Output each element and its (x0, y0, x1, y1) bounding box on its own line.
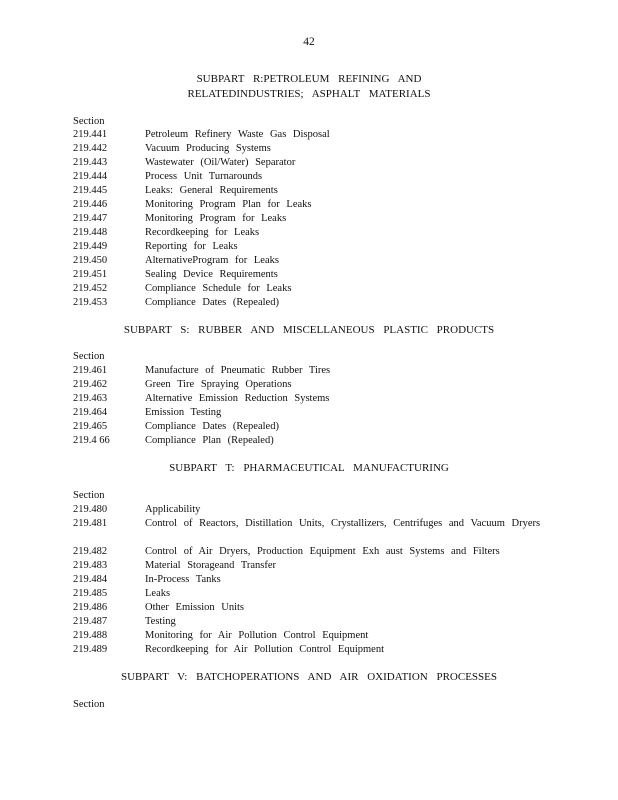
section-title: Applicability (145, 504, 201, 515)
section-entry (73, 184, 543, 198)
heading-line: SUBPART S: RUBBER AND MISCELLANEOUS PLASTIC PRODUCTS (123, 324, 495, 336)
subpart-r-entries (73, 128, 543, 310)
section-number: 219.453 (73, 297, 108, 308)
section-title: Material Storageand Transfer (145, 560, 277, 571)
section-number: 219.484 (73, 574, 108, 585)
section-number: 219.461 (73, 365, 108, 376)
section-entry (73, 378, 543, 392)
section-title: Control of Reactors, Distillation Units, Crystallizers, Centrifuges and Vacuum Dryers (145, 518, 541, 529)
section-number: 219.451 (73, 269, 108, 280)
section-entry (73, 643, 543, 657)
section-title: Recordkeeping for Air Pollution Control Equipment (145, 644, 385, 655)
section-number: 219.442 (73, 143, 108, 154)
section-number: 219.448 (73, 227, 108, 238)
section-title: Other Emission Units (145, 602, 244, 613)
section-number: 219.481 (73, 518, 108, 529)
section-entry (73, 170, 543, 184)
section-title: In-Process Tanks (145, 574, 221, 585)
section-number: 219.4 66 (73, 435, 110, 446)
subpart-s-heading (0, 323, 618, 338)
section-number: 219.465 (73, 421, 108, 432)
section-entry (73, 559, 543, 573)
section-number: 219.446 (73, 199, 108, 210)
section-title: Process Unit Turnarounds (145, 171, 263, 182)
section-entry (73, 156, 543, 170)
section-title: Green Tire Spraying Operations (145, 379, 292, 390)
section-label: Section (73, 351, 105, 362)
section-entry (73, 212, 543, 226)
section-entry (73, 587, 543, 601)
section-entry (73, 545, 543, 559)
section-number: 219.447 (73, 213, 108, 224)
section-entry (73, 198, 543, 212)
section-entry (73, 268, 543, 282)
subpart-t-heading (0, 461, 618, 476)
section-number: 219.489 (73, 644, 108, 655)
section-entry (73, 629, 543, 643)
page-number: 42 (303, 36, 315, 48)
heading-line: SUBPART V: BATCHOPERATIONS AND AIR OXIDATION PROCESSES (120, 671, 497, 683)
section-entry (73, 364, 543, 378)
heading-line: SUBPART R:PETROLEUM REFINING AND (196, 73, 422, 85)
section-label: Section (73, 490, 105, 501)
section-label: Section (73, 116, 105, 127)
section-entry (73, 420, 543, 434)
section-entry (73, 406, 543, 420)
section-entry (73, 296, 543, 310)
section-number: 219.488 (73, 630, 108, 641)
section-title: Compliance Plan (Repealed) (145, 435, 274, 446)
section-number: 219.443 (73, 157, 108, 168)
section-number: 219.483 (73, 560, 108, 571)
section-title: Recordkeeping for Leaks (145, 227, 260, 238)
section-number: 219.485 (73, 588, 108, 599)
subpart-t-entries (73, 503, 543, 657)
section-title: Sealing Device Requirements (145, 269, 278, 280)
section-number: 219.444 (73, 171, 108, 182)
section-number: 219.452 (73, 283, 108, 294)
section-number: 219.480 (73, 504, 108, 515)
section-entry (73, 142, 543, 156)
section-entry (73, 392, 543, 406)
heading-line: RELATEDINDUSTRIES; ASPHALT MATERIALS (187, 88, 431, 100)
section-entry (73, 240, 543, 254)
section-title: Control of Air Dryers, Production Equipment Exh aust Systems and Filters (145, 546, 500, 557)
section-number: 219.486 (73, 602, 108, 613)
section-entry (73, 503, 543, 517)
section-title: AlternativeProgram for Leaks (145, 255, 279, 266)
section-title: Compliance Dates (Repealed) (145, 297, 279, 308)
section-entry (73, 573, 543, 587)
section-number: 219.445 (73, 185, 108, 196)
section-title: Vacuum Producing Systems (145, 143, 271, 154)
section-number: 219.450 (73, 255, 108, 266)
section-title: Alternative Emission Reduction Systems (145, 393, 330, 404)
section-number: 219.482 (73, 546, 108, 557)
section-title: Manufacture of Pneumatic Rubber Tires (145, 365, 331, 376)
section-entry (73, 615, 543, 629)
subpart-v-heading (0, 670, 618, 685)
section-number: 219.464 (73, 407, 108, 418)
section-title: Compliance Dates (Repealed) (145, 421, 279, 432)
section-entry (73, 254, 543, 268)
heading-line: SUBPART T: PHARMACEUTICAL MANUFACTURING (169, 462, 449, 474)
section-entry (73, 282, 543, 296)
section-number: 219.462 (73, 379, 108, 390)
section-entry (73, 226, 543, 240)
section-title: Monitoring Program for Leaks (145, 213, 287, 224)
section-number: 219.441 (73, 129, 108, 140)
subpart-r-heading (0, 72, 618, 102)
section-title: Petroleum Refinery Waste Gas Disposal (145, 129, 330, 140)
section-number: 219.449 (73, 241, 108, 252)
section-title: Emission Testing (145, 407, 222, 418)
section-entry (73, 128, 543, 142)
section-title: Testing (145, 616, 176, 627)
section-title: Compliance Schedule for Leaks (145, 283, 292, 294)
section-entry (73, 517, 543, 545)
section-number: 219.463 (73, 393, 108, 404)
section-number: 219.487 (73, 616, 108, 627)
subpart-s-entries (73, 364, 543, 448)
section-entry (73, 601, 543, 615)
section-entry (73, 434, 543, 448)
section-title: Leaks (145, 588, 171, 599)
section-title: Leaks: General Requirements (145, 185, 278, 196)
section-title: Monitoring Program Plan for Leaks (145, 199, 312, 210)
section-title: Monitoring for Air Pollution Control Equipment (145, 630, 369, 641)
section-title: Reporting for Leaks (145, 241, 238, 252)
section-title: Wastewater (Oil/Water) Separator (145, 157, 296, 168)
section-label: Section (73, 699, 105, 710)
